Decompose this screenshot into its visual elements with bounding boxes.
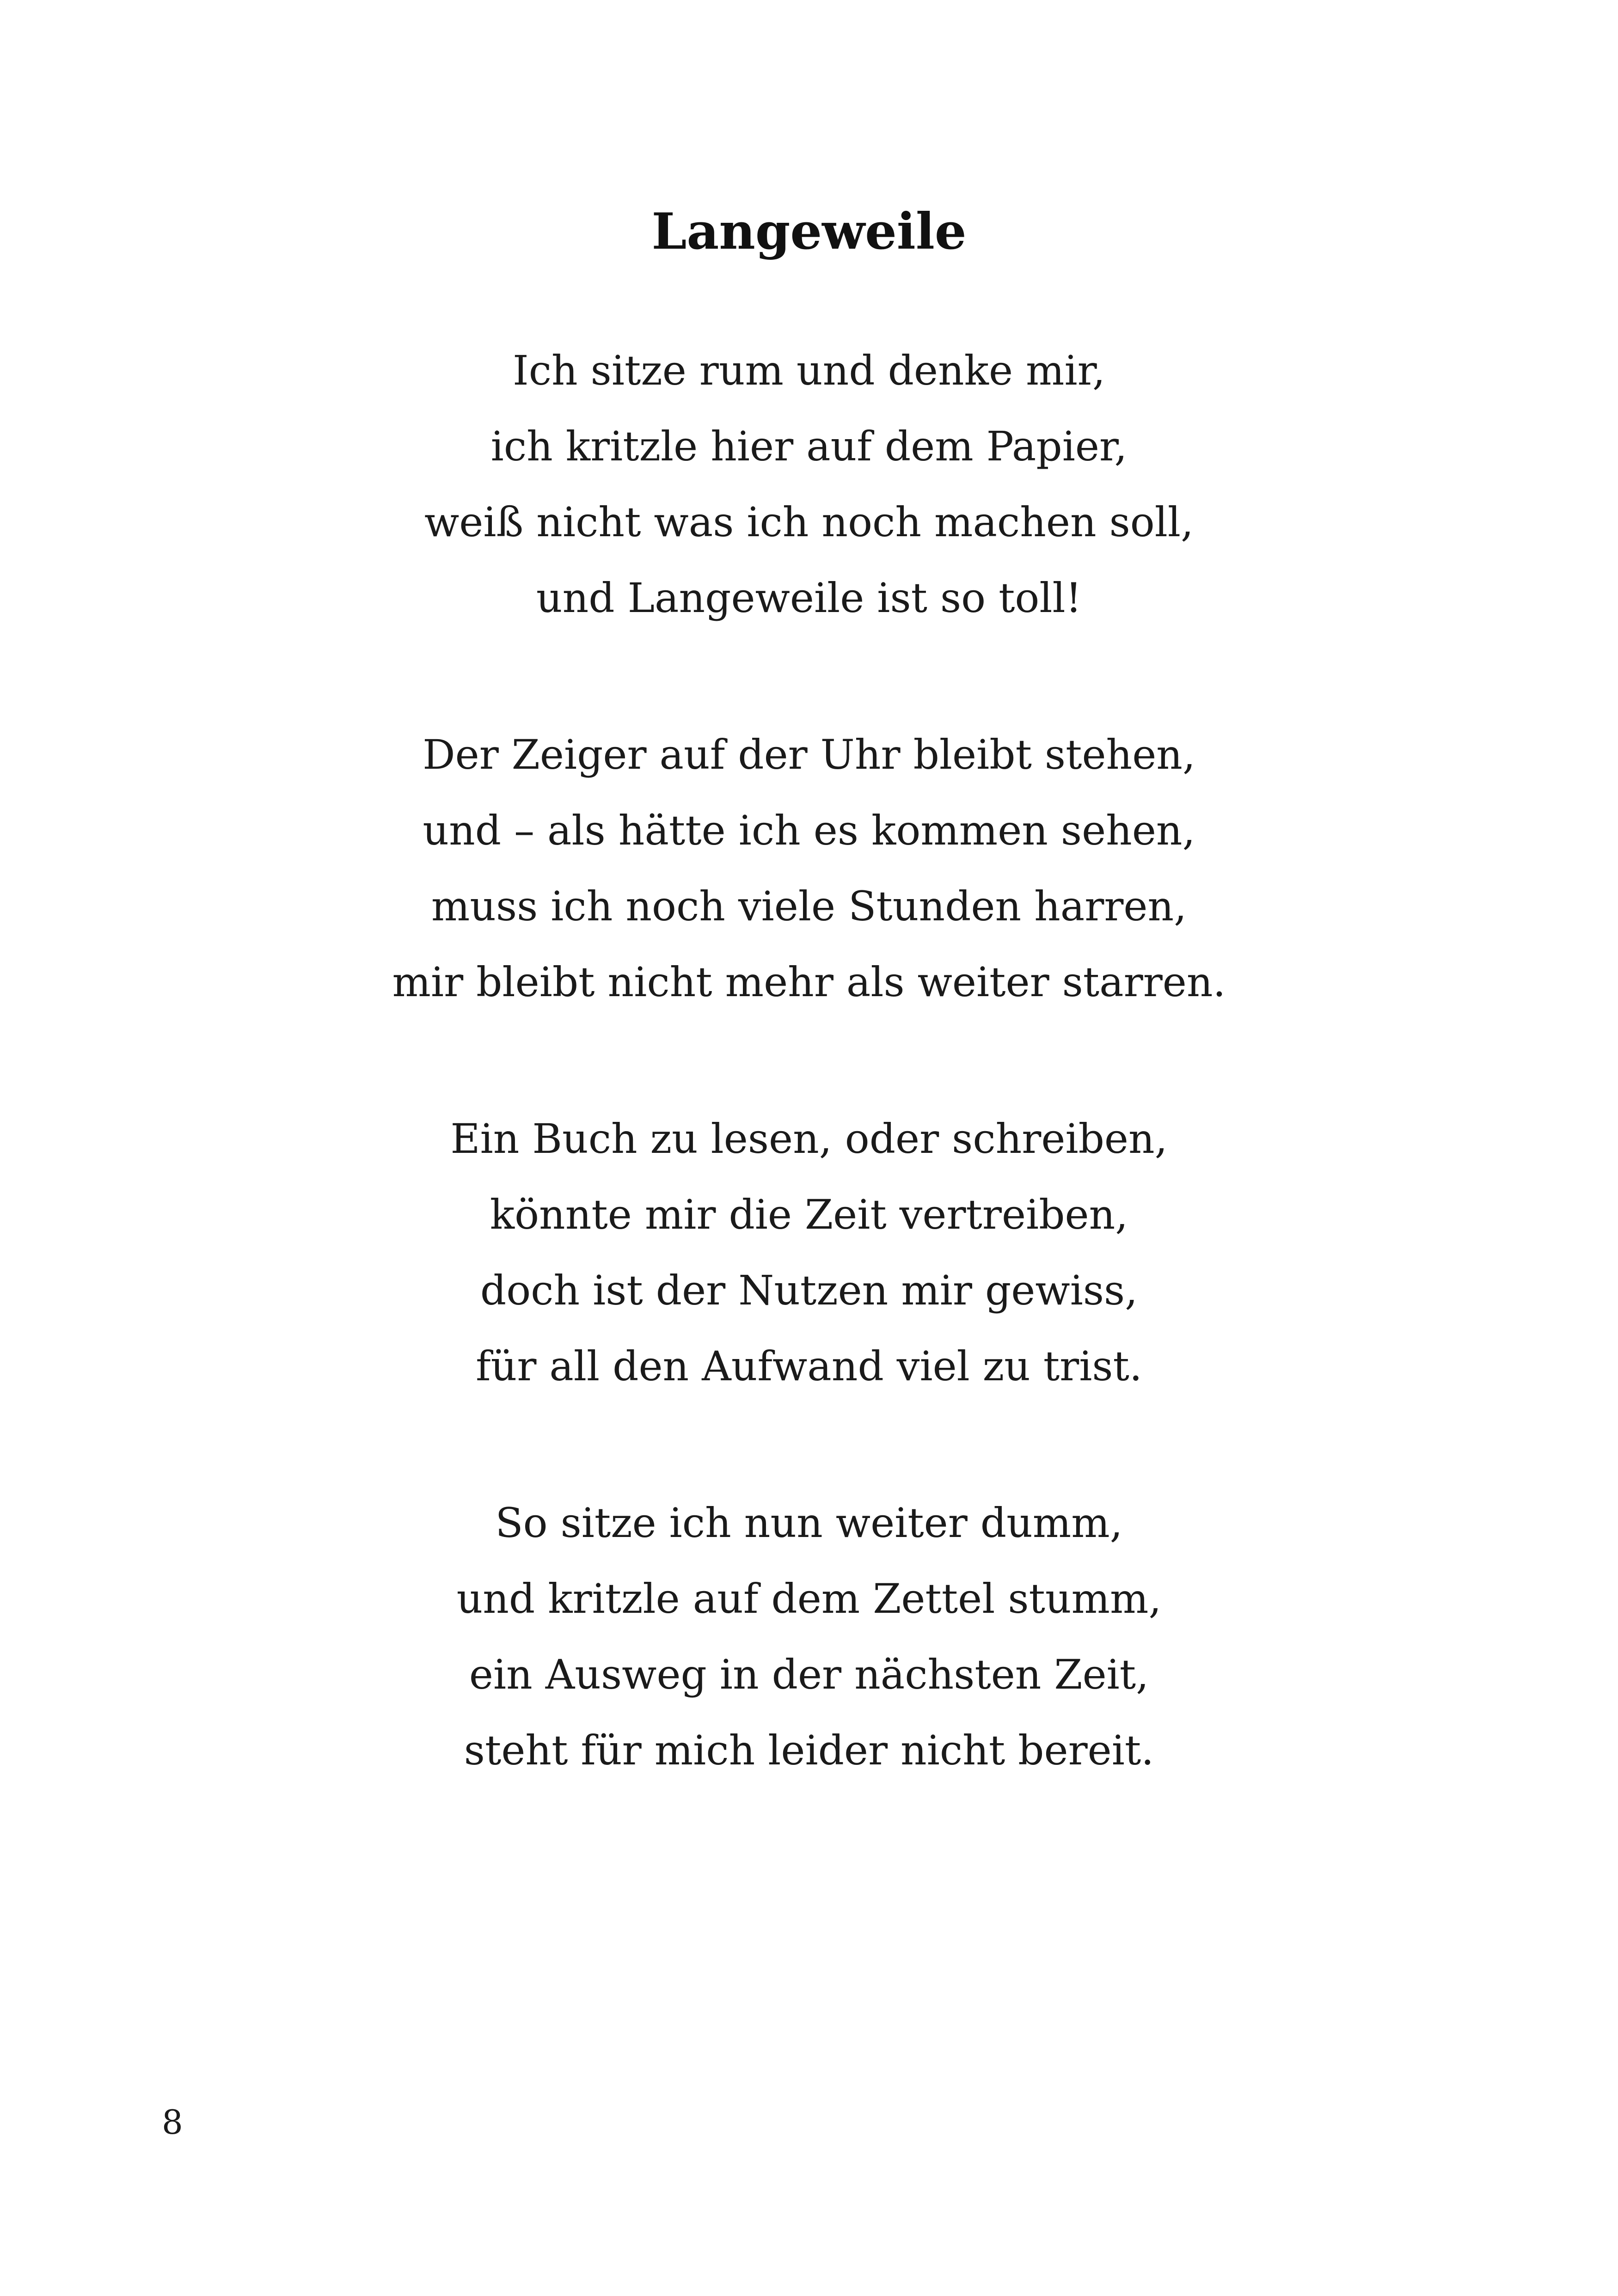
stanza-3	[0, 1101, 1618, 1404]
stanza-2	[0, 717, 1618, 1020]
poem-line: So sitze ich nun weiter dumm,	[495, 1499, 1123, 1547]
poem-line: könnte mir die Zeit vertreiben,	[490, 1191, 1128, 1238]
page-number: 8	[162, 2103, 183, 2142]
poem-line: Ein Buch zu lesen, oder schreiben,	[450, 1115, 1168, 1163]
poem-line: ich kritzle hier auf dem Papier,	[490, 422, 1128, 470]
poem-line: und Langeweile ist so toll!	[536, 574, 1082, 622]
poem-line: doch ist der Nutzen mir gewiss,	[480, 1267, 1138, 1314]
poem-line: weiß nicht was ich noch machen soll,	[424, 498, 1194, 546]
poem-line: und – als hätte ich es kommen sehen,	[423, 807, 1195, 854]
stanza-4	[0, 1485, 1618, 1788]
poem-line: Der Zeiger auf der Uhr bleibt stehen,	[423, 731, 1195, 778]
poem-line: ein Ausweg in der nächsten Zeit,	[469, 1651, 1149, 1698]
poem-line: mir bleibt nicht mehr als weiter starren.	[392, 958, 1226, 1006]
poem-line: und kritzle auf dem Zettel stumm,	[456, 1575, 1162, 1623]
poem-line: muss ich noch viele Stunden harren,	[431, 882, 1187, 930]
poem-line: Ich sitze rum und denke mir,	[512, 347, 1105, 394]
poem-body	[0, 333, 1618, 1869]
stanza-1	[0, 333, 1618, 636]
poem-line: für all den Aufwand viel zu trist.	[476, 1342, 1142, 1390]
poem-line: steht für mich leider nicht bereit.	[464, 1727, 1154, 1774]
poem-title: Langeweile	[651, 202, 967, 261]
